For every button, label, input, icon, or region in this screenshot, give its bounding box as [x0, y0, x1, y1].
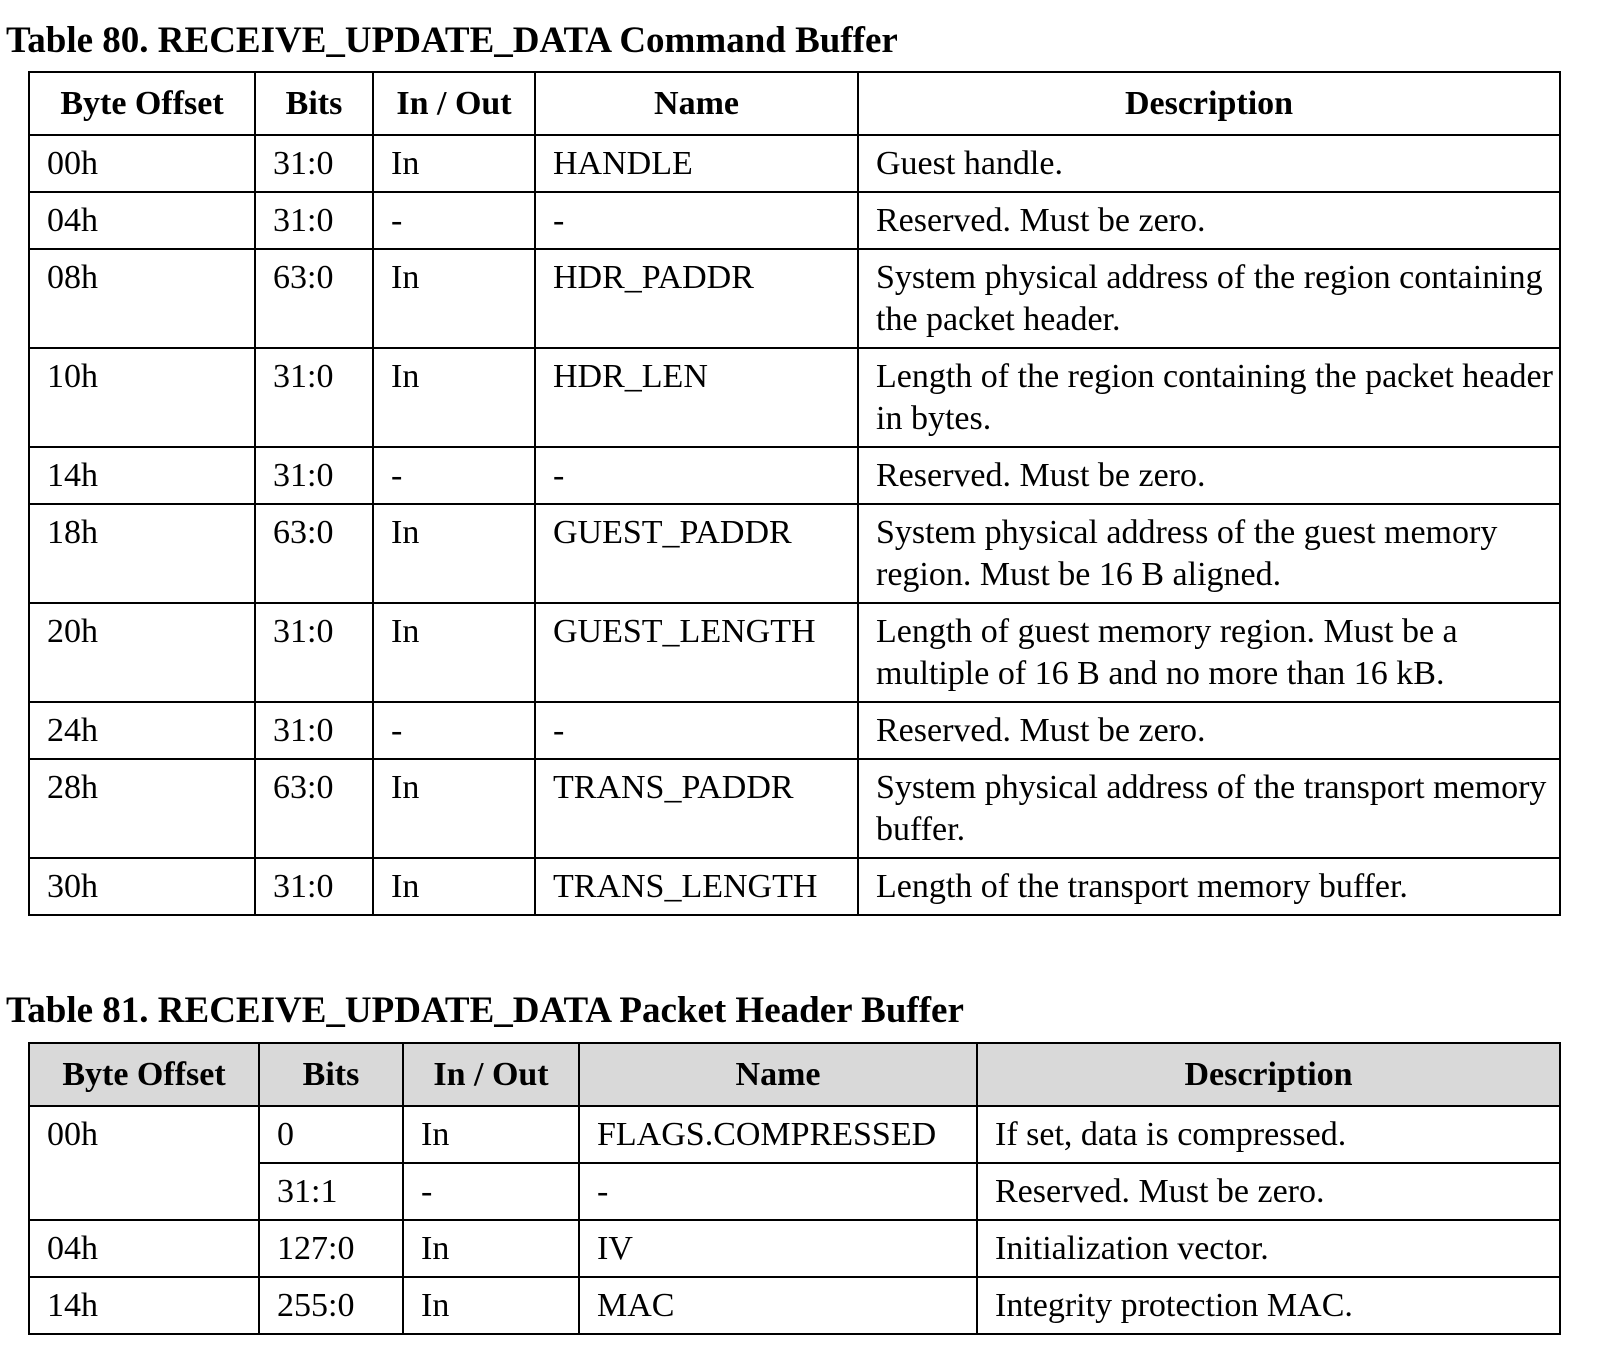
- cell-in-out: In: [373, 135, 535, 192]
- cell-name: -: [535, 447, 858, 504]
- packet-header-buffer-table: [28, 1042, 1561, 1335]
- cell-bits: 0: [259, 1106, 403, 1163]
- cell-offset: 14h: [29, 1277, 259, 1334]
- cell-in-out: In: [373, 249, 535, 348]
- cell-offset: 30h: [29, 858, 255, 915]
- table-81-caption: Table 81. RECEIVE_UPDATE_DATA Packet Header Buffer: [6, 990, 964, 1031]
- cell-in-out: In: [373, 603, 535, 702]
- table-row: [29, 447, 1560, 504]
- cell-bits: 31:0: [255, 603, 373, 702]
- cell-name: GUEST_LENGTH: [535, 603, 858, 702]
- table-row: [29, 504, 1560, 603]
- cell-in-out: -: [373, 447, 535, 504]
- cell-description: Length of guest memory region. Must be a multiple of 16 B and no more than 16 kB.: [858, 603, 1560, 702]
- cell-bits: 63:0: [255, 504, 373, 603]
- cell-in-out: In: [373, 759, 535, 858]
- cell-description: System physical address of the transport memory buffer.: [858, 759, 1560, 858]
- cell-offset: 24h: [29, 702, 255, 759]
- cell-description: Length of the transport memory buffer.: [858, 858, 1560, 915]
- cell-description: Reserved. Must be zero.: [858, 192, 1560, 249]
- cell-name: HDR_LEN: [535, 348, 858, 447]
- cell-in-out: -: [373, 702, 535, 759]
- table-row: [29, 858, 1560, 915]
- column-header-bits: Bits: [259, 1043, 403, 1106]
- cell-description: Integrity protection MAC.: [977, 1277, 1560, 1334]
- cell-bits: 255:0: [259, 1277, 403, 1334]
- cell-offset: 18h: [29, 504, 255, 603]
- cell-bits: 127:0: [259, 1220, 403, 1277]
- cell-in-out: In: [373, 504, 535, 603]
- cell-offset: 10h: [29, 348, 255, 447]
- cell-name: GUEST_PADDR: [535, 504, 858, 603]
- column-header-in-out: In / Out: [403, 1043, 579, 1106]
- cell-description: Initialization vector.: [977, 1220, 1560, 1277]
- cell-in-out: -: [403, 1163, 579, 1220]
- cell-in-out: In: [403, 1106, 579, 1163]
- cell-offset: 04h: [29, 1220, 259, 1277]
- cell-bits: 31:0: [255, 135, 373, 192]
- table-row: [29, 1277, 1560, 1334]
- cell-description: Length of the region containing the packet header in bytes.: [858, 348, 1560, 447]
- cell-description: System physical address of the guest memory region. Must be 16 B aligned.: [858, 504, 1560, 603]
- cell-description: Reserved. Must be zero.: [977, 1163, 1560, 1220]
- column-header-name: Name: [579, 1043, 977, 1106]
- cell-bits: 31:0: [255, 447, 373, 504]
- column-header-description: Description: [977, 1043, 1560, 1106]
- cell-name: TRANS_PADDR: [535, 759, 858, 858]
- cell-description: System physical address of the region containing the packet header.: [858, 249, 1560, 348]
- cell-offset: 00h: [29, 1106, 259, 1220]
- column-header-byte-offset: Byte Offset: [29, 72, 255, 135]
- cell-description: Guest handle.: [858, 135, 1560, 192]
- table-row: [29, 135, 1560, 192]
- cell-in-out: -: [373, 192, 535, 249]
- table-row: [29, 603, 1560, 702]
- cell-bits: 31:0: [255, 702, 373, 759]
- cell-offset: 00h: [29, 135, 255, 192]
- column-header-description: Description: [858, 72, 1560, 135]
- cell-name: -: [579, 1163, 977, 1220]
- table-row: [29, 192, 1560, 249]
- table-row: [29, 1106, 1560, 1163]
- table-row: [29, 702, 1560, 759]
- cell-bits: 31:0: [255, 858, 373, 915]
- cell-name: TRANS_LENGTH: [535, 858, 858, 915]
- cell-bits: 31:0: [255, 192, 373, 249]
- table-row: [29, 1163, 1560, 1220]
- cell-name: IV: [579, 1220, 977, 1277]
- command-buffer-table: [28, 71, 1561, 916]
- cell-name: HDR_PADDR: [535, 249, 858, 348]
- table-row: [29, 348, 1560, 447]
- cell-description: If set, data is compressed.: [977, 1106, 1560, 1163]
- cell-name: -: [535, 192, 858, 249]
- cell-bits: 31:1: [259, 1163, 403, 1220]
- cell-offset: 20h: [29, 603, 255, 702]
- cell-in-out: In: [403, 1277, 579, 1334]
- cell-offset: 28h: [29, 759, 255, 858]
- table-row: [29, 1220, 1560, 1277]
- cell-in-out: In: [373, 858, 535, 915]
- cell-offset: 04h: [29, 192, 255, 249]
- cell-name: HANDLE: [535, 135, 858, 192]
- cell-bits: 31:0: [255, 348, 373, 447]
- cell-name: -: [535, 702, 858, 759]
- column-header-in-out: In / Out: [373, 72, 535, 135]
- column-header-bits: Bits: [255, 72, 373, 135]
- header-row: [29, 72, 1560, 135]
- header-row: [29, 1043, 1560, 1106]
- cell-bits: 63:0: [255, 759, 373, 858]
- cell-description: Reserved. Must be zero.: [858, 447, 1560, 504]
- cell-offset: 08h: [29, 249, 255, 348]
- table-row: [29, 249, 1560, 348]
- cell-bits: 63:0: [255, 249, 373, 348]
- column-header-byte-offset: Byte Offset: [29, 1043, 259, 1106]
- cell-name: MAC: [579, 1277, 977, 1334]
- cell-name: FLAGS.COMPRESSED: [579, 1106, 977, 1163]
- cell-in-out: In: [403, 1220, 579, 1277]
- cell-offset: 14h: [29, 447, 255, 504]
- cell-in-out: In: [373, 348, 535, 447]
- table-row: [29, 759, 1560, 858]
- table-80-caption: Table 80. RECEIVE_UPDATE_DATA Command Buffer: [6, 20, 898, 61]
- column-header-name: Name: [535, 72, 858, 135]
- cell-description: Reserved. Must be zero.: [858, 702, 1560, 759]
